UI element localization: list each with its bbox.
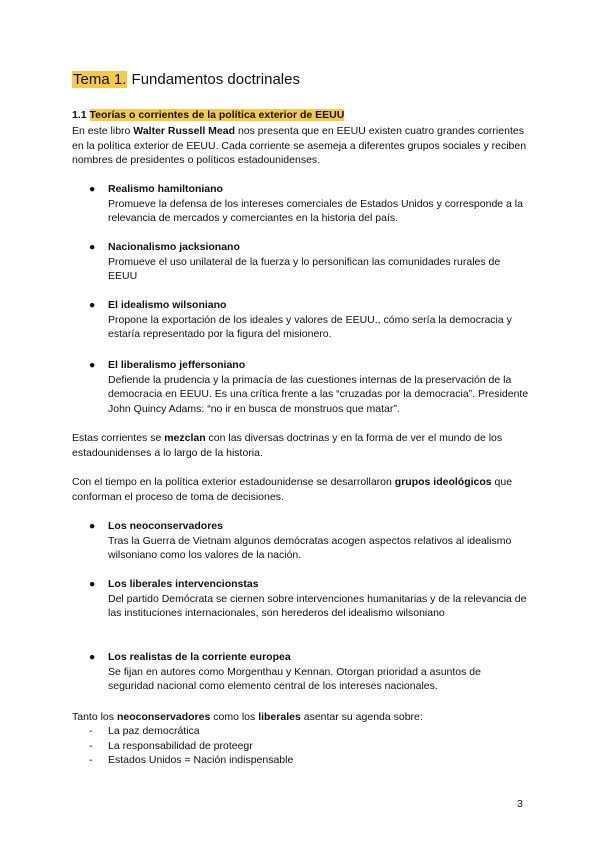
group-heading: Los neoconservadores: [108, 520, 223, 532]
bullet-dot: ●: [89, 651, 96, 663]
bullet-dot: ●: [89, 183, 96, 195]
current-item: [89, 358, 529, 417]
bullet-dot: ●: [89, 578, 96, 590]
section-title: Teorías o corrientes de la política exterior de EEUU: [89, 109, 345, 121]
current-description: Defiende la prudencia y la primacía de las cuestiones internas de la preservación de la democracia en EEUU. Es una crítica frente a las “cruzadas por la democracia”. Presidente John Quincy Adams: “no ir en busca de monstruos que matar”.: [108, 373, 529, 416]
bullet-dot: ●: [89, 520, 96, 532]
intro-author: Walter Russell Mead: [133, 125, 236, 137]
groups-text-pre: Con el tiempo en la política exterior estadounidense se desarrollaron: [72, 476, 395, 488]
page-number: 3: [517, 798, 523, 810]
agenda-text-mid: como los: [210, 711, 259, 723]
agenda-bold-neoconservadores: neoconservadores: [116, 711, 211, 723]
mix-bold: mezclan: [164, 432, 206, 444]
agenda-item-text: La paz democrática: [108, 725, 200, 737]
chapter-title: [72, 70, 300, 90]
current-description: Promueve la defensa de los intereses comerciales de Estados Unidos y corresponde a la relevancia de mercados y comerciantes en la historia del país.: [108, 197, 523, 225]
agenda-list-item: - La paz democrática: [89, 725, 200, 737]
group-item: [89, 577, 529, 621]
chapter-title-text: Fundamentos doctrinales: [127, 71, 300, 88]
current-heading: Nacionalismo jacksionano: [108, 241, 240, 253]
group-description: Tras la Guerra de Vietnam algunos demócratas acogen aspectos relativos al idealismo wilsoniano como los valores de la nación.: [108, 534, 512, 562]
group-item: [89, 650, 529, 694]
group-description: Se fijan en autores como Morgenthau y Kennan. Otorgan prioridad a asuntos de seguridad nacional como elemento central de los intereses nacionales.: [108, 665, 481, 693]
section-heading: [72, 108, 344, 122]
agenda-text-pre: Tanto los: [72, 711, 117, 723]
bullet-dot: ●: [89, 299, 96, 311]
current-heading: El idealismo wilsoniano: [108, 299, 227, 311]
group-heading: Los realistas de la corriente europea: [108, 651, 291, 663]
groups-bold: grupos ideológicos: [394, 476, 492, 488]
intro-text-post: nos presenta que en EEUU existen cuatro grandes corrientes en la política exterior de EEUU. Cada corriente se asemeja a diferentes grupos sociales y reciben nombres de presidentes o políticos estadounidenses.: [72, 125, 527, 167]
chapter-number: Tema 1.: [73, 71, 127, 88]
agenda-bold-liberales: liberales: [258, 711, 301, 723]
mix-paragraph: [72, 431, 532, 460]
groups-paragraph: [72, 475, 532, 504]
section-number: 1.1: [72, 109, 90, 121]
current-heading: El liberalismo jeffersoniano: [108, 359, 246, 371]
groups-text-post: que conforman el proceso de toma de decisiones.: [72, 476, 513, 503]
agenda-item-text: Estados Unidos = Nación indispensable: [108, 754, 294, 767]
agenda-item-text: La responsabilidad de proteegr: [108, 739, 253, 752]
current-description: Promueve el uso unilateral de la fuerza y lo personifican las comunidades rurales de EEUU: [108, 255, 501, 283]
bullet-dot: ●: [89, 359, 96, 371]
group-item: [89, 519, 529, 563]
mix-text-post: con las diversas doctrinas y en la forma de ver el mundo de los estadounidenses a lo largo de la historia.: [72, 432, 503, 459]
current-item: [89, 240, 529, 284]
agenda-paragraph: [72, 710, 532, 725]
agenda-list: [89, 724, 293, 768]
agenda-list-item: - Estados Unidos = Nación indispensable: [89, 754, 294, 767]
current-item: [89, 298, 529, 342]
current-item: [89, 182, 529, 226]
current-heading: Realismo hamiltoniano: [108, 183, 223, 195]
current-description: Propone la exportación de los ideales y valores de EEUU., cómo sería la democracia y estaría representado por la figura del misionero.: [108, 313, 512, 341]
intro-paragraph: [72, 124, 532, 168]
intro-text-pre: En este libro: [72, 125, 134, 137]
agenda-list-item: - La responsabilidad de proteegr: [89, 739, 253, 752]
mix-text-pre: Estas corrientes se: [72, 432, 165, 444]
agenda-text-post: asentar su agenda sobre:: [300, 711, 423, 723]
group-description: Del partido Demócrata se ciernen sobre intervenciones humanitarias y de la relevancia de las instituciones internacionales, son herederos del idealismo wilsoniano: [108, 592, 527, 620]
bullet-dot: ●: [89, 241, 96, 253]
group-heading: Los liberales intervencionstas: [108, 578, 259, 590]
